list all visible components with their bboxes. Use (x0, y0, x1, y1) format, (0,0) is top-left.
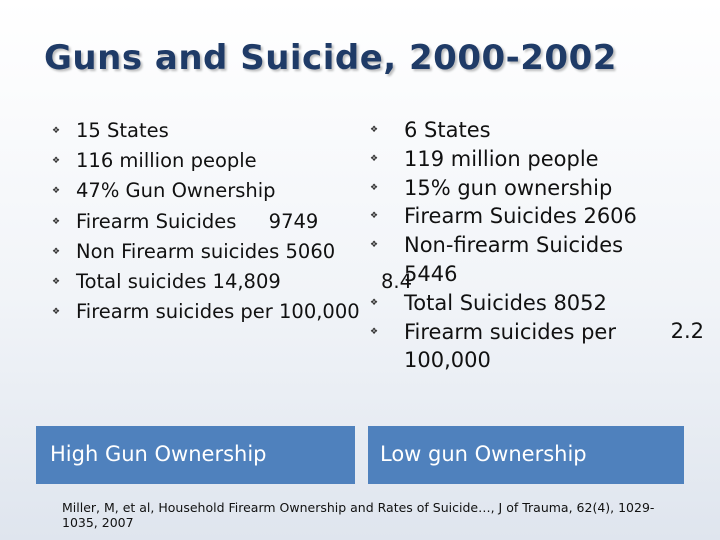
list-item (50, 267, 350, 297)
high-ownership-stats-list (50, 116, 412, 327)
list-item (50, 116, 350, 146)
stat-text: Non-firearm Suicides 5446 (404, 233, 624, 286)
high-gun-ownership-label: High Gun Ownership (36, 426, 355, 484)
stat-text: Firearm Suicides (76, 209, 237, 233)
stat-text: Firearm suicides per 100,000 (76, 300, 360, 324)
fleuron-bullet-icon: ❖ (52, 216, 61, 227)
stat-text: Firearm suicides per 100,000 (404, 319, 616, 373)
stat-value: 9749 (268, 209, 319, 233)
list-item (368, 174, 688, 203)
fleuron-bullet-icon: ❖ (370, 153, 379, 164)
list-item (368, 289, 634, 318)
list-item (50, 146, 350, 176)
list-item (50, 207, 350, 237)
stat-text: 6 States (404, 118, 491, 142)
list-item (50, 176, 350, 206)
fleuron-bullet-icon: ❖ (52, 186, 61, 197)
list-item (368, 145, 688, 174)
stat-text: Firearm Suicides 2606 (404, 204, 637, 229)
stat-value: 2.2 (670, 319, 704, 344)
stat-text: Non Firearm suicides 5060 (76, 239, 336, 263)
fleuron-bullet-icon: ❖ (52, 156, 61, 167)
stat-text: Total Suicides 8052 (404, 290, 607, 315)
list-item (368, 202, 688, 231)
fleuron-bullet-icon: ❖ (370, 211, 379, 222)
low-ownership-stats-list (368, 116, 704, 375)
fleuron-bullet-icon: ❖ (370, 182, 379, 193)
fleuron-bullet-icon: ❖ (370, 297, 379, 308)
fleuron-bullet-icon: ❖ (52, 307, 61, 318)
stat-text: Total suicides 14,809 (76, 270, 281, 294)
stat-text: 15 States (76, 119, 169, 142)
list-item (368, 116, 688, 145)
source-citation: Miller, M, et al, Household Firearm Ownership and Rates of Suicide…, J of Trauma, 62(4), 1029-1035, 2007 (62, 500, 655, 530)
fleuron-bullet-icon: ❖ (370, 240, 379, 251)
stat-text: 47% Gun Ownership (76, 179, 276, 203)
fleuron-bullet-icon: ❖ (52, 277, 61, 288)
low-gun-ownership-label: Low gun Ownership (368, 426, 684, 484)
slide-title: Guns and Suicide, 2000-2002 (44, 38, 617, 78)
stat-text: 15% gun ownership (404, 175, 613, 200)
fleuron-bullet-icon: ❖ (370, 326, 379, 337)
fleuron-bullet-icon: ❖ (52, 246, 61, 257)
list-item (368, 231, 674, 289)
stat-value: 8.4 (380, 270, 412, 294)
fleuron-bullet-icon: ❖ (370, 125, 379, 135)
stat-text: 116 million people (76, 149, 257, 173)
fleuron-bullet-icon: ❖ (52, 126, 61, 136)
list-item (368, 318, 704, 376)
stat-text: 119 million people (404, 146, 599, 171)
list-item (50, 237, 350, 267)
